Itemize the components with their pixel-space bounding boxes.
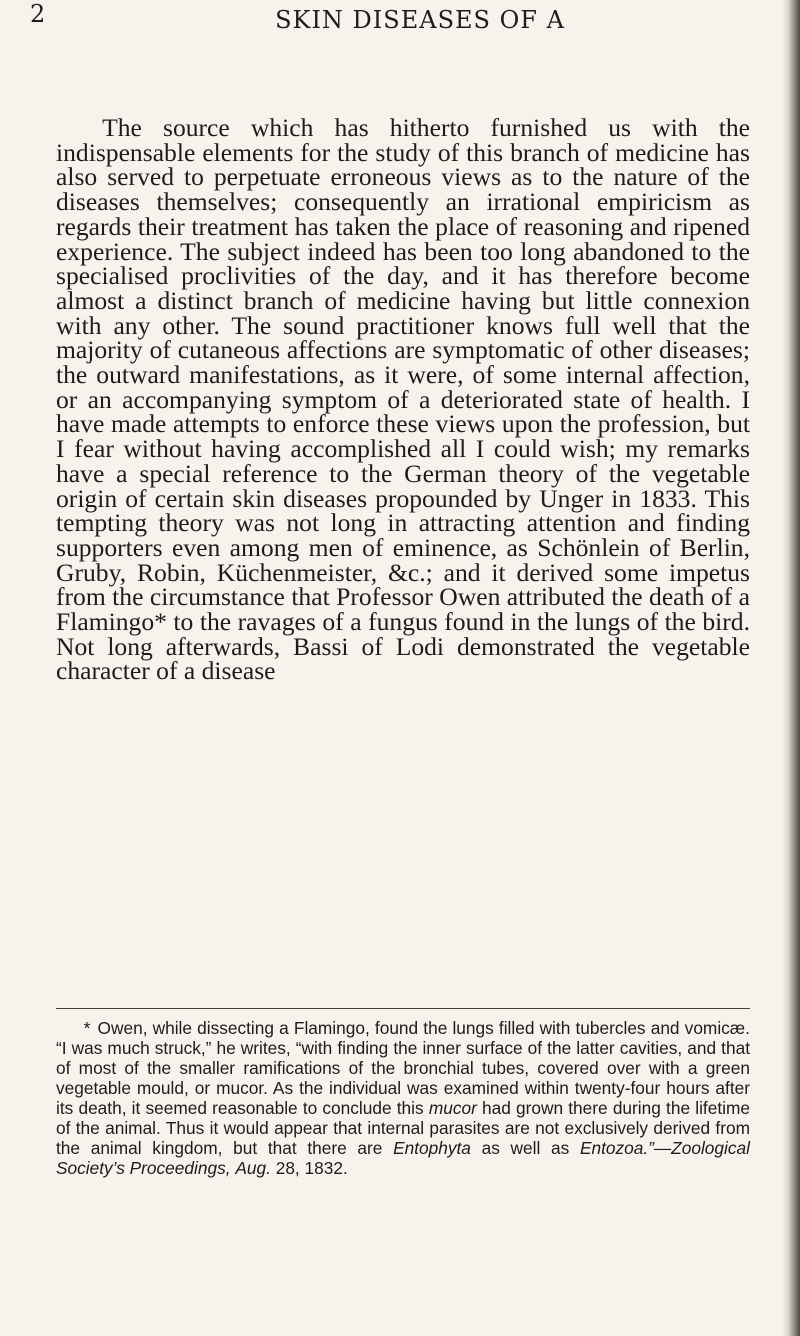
page-number: 2	[30, 0, 46, 28]
footnote-citation: Entozoa.”—Zoological Society’s Proceedings,	[56, 1138, 750, 1178]
footnote-text-part-3: as well as	[481, 1138, 570, 1158]
footnote-italic-entophyta: Entophyta	[393, 1138, 471, 1158]
footnote-rule	[56, 1008, 750, 1009]
footnote-italic-mucor: mucor	[428, 1098, 477, 1118]
running-head: SKIN DISEASES OF A	[275, 6, 565, 34]
footnote-date: 28, 1832.	[275, 1158, 348, 1178]
footnote-mark: *	[83, 1018, 91, 1038]
footnote-text-part-2: had grown there during the lifetime of the animal. Thus it would appear that internal parasites are not exclusively derived from the animal kingdom, but that there are	[56, 1098, 750, 1158]
page-edge-shadow	[782, 0, 800, 1336]
footnote-date-month: Aug.	[235, 1158, 271, 1178]
footnote	[56, 1018, 750, 1178]
page-header	[30, 0, 770, 36]
footnote-text-part-1: Owen, while dissecting a Flamingo, found the lungs filled with tubercles and vomicæ. “I was much struck,” he writes, “with finding the inner surface of the latter cavities, and that of most of the smaller ramifications of the bronchial tubes, covered over with a green vegetable mould, or mucor. As the individual was examined within twenty-four hours after its death, it seemed reasonable to conclude this	[56, 1018, 750, 1118]
body-paragraph: The source which has hitherto furnished us with the indispensable elements for the study of this branch of medicine has also served to perpetuate erroneous views as to the nature of the diseases themselves; consequently an irrational empiricism as regards their treatment has taken the place of reasoning and ripened experience. The subject indeed has been too long abandoned to the specialised proclivities of the day, and it has therefore become almost a distinct branch of medicine having but little connexion with any other. The sound practitioner knows full well that the majority of cutaneous affections are symptomatic of other diseases; the outward manifestations, as it were, of some internal affection, or an accompanying symptom of a deteriorated state of health. I have made attempts to enforce these views upon the profession, but I fear without having accomplished all I could wish; my remarks have a special reference to the German theory of the vegetable origin of certain skin diseases propounded by Unger in 1833. This tempting theory was not long in attracting attention and finding supporters even among men of eminence, as Schönlein of Berlin, Gruby, Robin, Küchenmeister, &c.; and it derived some impetus from the circumstance that Professor Owen attributed the death of a Flamingo* to the ravages of a fungus found in the lungs of the bird. Not long afterwards, Bassi of Lodi demonstrated the vegetable character of a disease	[56, 113, 750, 686]
